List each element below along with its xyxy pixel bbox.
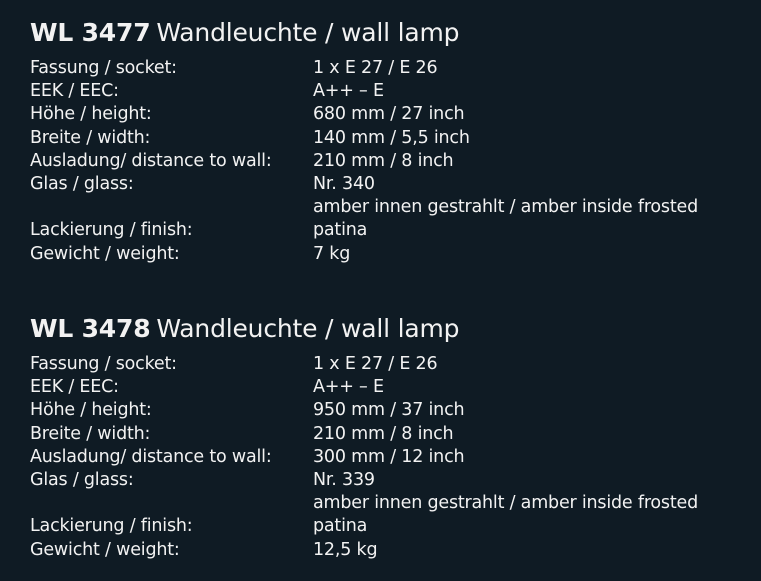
spec-value: 140 mm / 5,5 inch [313,127,470,148]
spec-label: Höhe / height: [30,104,152,125]
spec-label: Lackierung / finish: [30,516,193,537]
spec-value: patina [313,516,368,537]
spec-label: EEK / EEC: [30,377,119,398]
spec-value: 1 x E 27 / E 26 [313,354,438,374]
spec-label: Fassung / socket: [30,58,177,78]
spec-row-width [30,423,750,446]
product-name: Wandleuchte / wall lamp [156,314,460,343]
spec-row-socket [30,57,750,80]
spec-value: amber innen gestrahlt / amber inside frosted [313,493,698,514]
spec-value: 7 kg [313,243,351,264]
spec-value: 210 mm / 8 inch [313,150,454,171]
spec-row-width [30,127,750,150]
product-wl-3478 [30,311,750,562]
spec-row-distance [30,150,750,173]
spec-label [30,196,313,219]
spec-label: Fassung / socket: [30,354,177,374]
spec-row-socket [30,353,750,376]
spec-value: Nr. 340 [313,173,375,194]
spec-value: 210 mm / 8 inch [313,423,454,444]
spec-value: 680 mm / 27 inch [313,104,465,125]
spec-label [30,492,313,515]
spec-value: 1 x E 27 / E 26 [313,58,438,78]
spec-label: Ausladung/ distance to wall: [30,150,272,171]
spec-row-glass-detail [30,196,750,219]
spec-row-weight [30,539,750,562]
spec-label: EEK / EEC: [30,81,119,102]
spec-row-finish [30,515,750,538]
spec-value: 950 mm / 37 inch [313,400,465,421]
spec-list [30,353,750,562]
spec-value: A++ – E [313,81,384,102]
spec-label: Breite / width: [30,127,151,148]
spec-row-glass [30,173,750,196]
spec-value: Nr. 339 [313,469,375,490]
spec-label: Höhe / height: [30,400,152,421]
spec-label: Lackierung / finish: [30,220,193,241]
spec-label: Glas / glass: [30,469,134,490]
product-title [30,311,750,347]
spec-label: Ausladung/ distance to wall: [30,446,272,467]
spec-row-height [30,103,750,126]
spec-label: Gewicht / weight: [30,243,180,264]
spec-label: Glas / glass: [30,173,134,194]
spec-value: 300 mm / 12 inch [313,446,465,467]
spec-label: Gewicht / weight: [30,539,180,560]
spec-row-height [30,399,750,422]
spec-value: amber innen gestrahlt / amber inside frosted [313,197,698,218]
spec-row-eec [30,80,750,103]
spec-value: A++ – E [313,377,384,398]
spec-value: 12,5 kg [313,539,378,560]
spec-label: Breite / width: [30,423,151,444]
spec-row-finish [30,219,750,242]
product-code: WL 3477 [30,18,151,47]
product-wl-3477 [30,15,750,266]
product-title [30,15,750,51]
spec-row-glass [30,469,750,492]
spec-value: patina [313,220,368,241]
spec-row-weight [30,243,750,266]
spec-list [30,57,750,266]
product-code: WL 3478 [30,314,151,343]
spec-row-distance [30,446,750,469]
spec-row-glass-detail [30,492,750,515]
product-name: Wandleuchte / wall lamp [156,18,460,47]
spec-row-eec [30,376,750,399]
